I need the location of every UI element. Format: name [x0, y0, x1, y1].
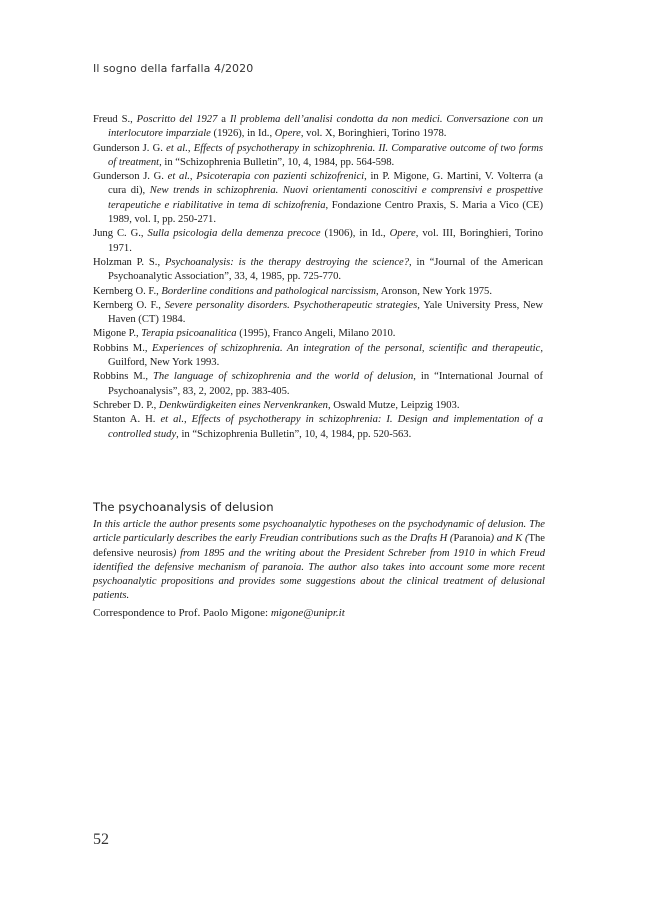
running-head: Il sogno della farfalla 4/2020: [93, 62, 254, 75]
reference-item: Freud S., Poscritto del 1927 a Il problema dell’analisi condotta da non medici. Conversazione con un interlocutore imparziale (1926), in Id., Opere, vol. X, Boringhieri, Torino 1978.: [93, 114, 544, 140]
reference-item: Migone P., Terapia psicoanalitica (1995), Franco Angeli, Milano 2010.: [93, 328, 396, 340]
abstract-title: The psychoanalysis of delusion: [93, 500, 274, 514]
abstract-body: In this article the author presents some psychoanalytic hypotheses on the psychodynamic of delusion. The article particularly describes the early Freudian contributions such as the Drafts H (Paranoia) and K (The defensive neurosis) from 1895 and the writing about the President Schreber from 1910 in which Freud identified the defensive mechanism of paranoia. The author also takes into account some more recent psychoanalytic propositions and provides some suggestions about the clinical treatment of delusional patients.: [93, 519, 545, 602]
reference-item: Robbins M., The language of schizophrenia and the world of delusion, in “International Journal of Psychoanalysis”, 83, 2, 2002, pp. 383-405.: [93, 371, 543, 397]
correspondence-line: Correspondence to Prof. Paolo Migone: migone@unipr.it: [93, 606, 345, 619]
reference-item: Gunderson J. G. et al., Effects of psychotherapy in schizophrenia. II. Comparative outcome of two forms of treatment, in “Schizophrenia Bulletin”, 10, 4, 1984, pp. 564-598.: [93, 142, 544, 168]
reference-item: Jung C. G., Sulla psicologia della demenza precoce (1906), in Id., Opere, vol. III, Boringhieri, Torino 1971.: [93, 228, 543, 254]
reference-item: Kernberg O. F., Borderline conditions and pathological narcissism, Aronson, New York 1975.: [93, 285, 492, 297]
reference-item: Schreber D. P., Denkwürdigkeiten eines Nervenkranken, Oswald Mutze, Leipzig 1903.: [93, 399, 460, 411]
reference-item: Holzman P. S., Psychoanalysis: is the therapy destroying the science?, in “Journal of the American Psychoanalytic Association”, 33, 4, 1985, pp. 725-770.: [93, 256, 543, 283]
references-list: [93, 113, 543, 442]
email-link[interactable]: migone@unipr.it: [270, 606, 345, 619]
reference-item: Gunderson J. G. et al., Psicoterapia con pazienti schizofrenici, in P. Migone, G. Martini, V. Volterra (a cura di), New trends in schizophrenia. Nuovi orientamenti conoscitivi e comprensivi e prospettive terapeutiche e riabilitative in tema di schizofrenia, Fondazione Centro Praxis, S. Maria a Vico (CE) 1989, vol. I, pp. 250-271.: [93, 171, 544, 226]
english-abstract: [93, 500, 545, 619]
reference-item: Stanton A. H. et al., Effects of psychotherapy in schizophrenia: I. Design and implementation of a controlled study, in “Schizophrenia Bulletin”, 10, 4, 1984, pp. 520-563.: [93, 414, 544, 440]
page-number: 52: [93, 831, 109, 848]
reference-item: Robbins M., Experiences of schizophrenia. An integration of the personal, scientific and therapeutic, Guilford, New York 1993.: [93, 342, 543, 369]
reference-item: Kernberg O. F., Severe personality disorders. Psychotherapeutic strategies, Yale University Press, New Haven (CT) 1984.: [93, 299, 543, 326]
